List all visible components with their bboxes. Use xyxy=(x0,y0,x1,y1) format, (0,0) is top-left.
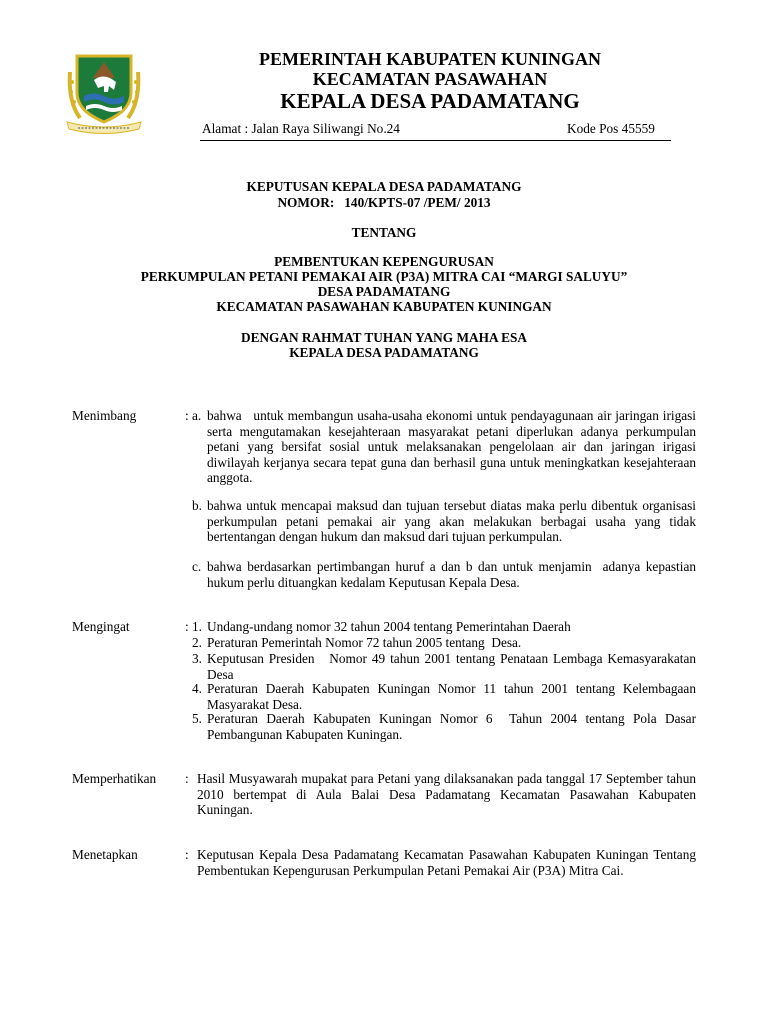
decree-title: KEPUTUSAN KEPALA DESA PADAMATANG xyxy=(246,179,522,194)
section-label: Memperhatikan xyxy=(72,771,157,786)
section-colon: : xyxy=(185,771,189,786)
section-colon: : xyxy=(185,619,189,634)
decree-about: TENTANG xyxy=(351,225,417,240)
item-text: Keputusan Presiden Nomor 49 tahun 2001 tentang Penataan Lembaga Kemasyarakatan Desa xyxy=(207,651,700,682)
item-marker: 2. xyxy=(192,635,202,650)
decree-subject-line: PEMBENTUKAN KEPENGURUSAN xyxy=(274,254,494,269)
section-colon: : xyxy=(185,847,189,862)
item-text: bahwa untuk mencapai maksud dan tujuan tersebut diatas maka perlu dibentuk organisasi perkumpulan petani pemakai air yang akan melakukan berbagai usaha yang tidak bertentangan dengan hukum dan maksud dari tujuan perkumpulan. xyxy=(207,498,696,544)
letterhead-line-2: KECAMATAN PASAWAHAN xyxy=(312,69,548,89)
section-label: Menimbang xyxy=(72,408,137,423)
decree-subject-line: DESA PADAMATANG xyxy=(317,284,451,299)
section-text: Keputusan Kepala Desa Padamatang Kecamatan Pasawahan Kabupaten Kuningan Tentang Pembentukan Kepengurusan Perkumpulan Petani Pemakai Air (P3A) Mitra Cai. xyxy=(197,847,696,878)
section-label: Menetapkan xyxy=(72,847,138,862)
letterhead-rule xyxy=(200,140,671,141)
letterhead-line-1: PEMERINTAH KABUPATEN KUNINGAN xyxy=(258,49,601,69)
item-marker: c. xyxy=(192,559,202,574)
item-text: Peraturan Daerah Kabupaten Kuningan Nomor 11 tahun 2001 tentang Kelembagaan Masyarakat Desa. xyxy=(207,681,696,712)
regency-emblem-icon xyxy=(64,50,144,134)
letterhead-line-3: KEPALA DESA PADAMATANG xyxy=(280,89,580,113)
item-text: bahwa berdasarkan pertimbangan huruf a dan b dan untuk menjamin adanya kepastian hukum perlu dituangkan kedalam Keputusan Kepala Desa. xyxy=(207,559,700,590)
item-text: Peraturan Pemerintah Nomor 72 tahun 2005 tentang Desa. xyxy=(207,635,522,650)
item-text: bahwa untuk membangun usaha-usaha ekonomi untuk pendayagunaan air jaringan irigasi serta mengutamakan kesejahteraan masyarakat petani diperlukan adanya perkumpulan petani yang bersifat sosial untuk melaksanakan pengelolaan air dan jaringan irigasi diwilayah kerjanya secara tepat guna dan berhasil guna untuk meningkatkan kesejahteraan anggota. xyxy=(207,408,700,485)
item-text: Peraturan Daerah Kabupaten Kuningan Nomor 6 Tahun 2004 tentang Pola Dasar Pembangunan Kabupaten Kuningan. xyxy=(207,711,700,742)
decree-number: NOMOR: 140/KPTS-07 /PEM/ 2013 xyxy=(277,195,491,210)
decree-subject-line: PERKUMPULAN PETANI PEMAKAI AIR (P3A) MITRA CAI “MARGI SALUYU” xyxy=(140,269,628,284)
decree-blessing-line: DENGAN RAHMAT TUHAN YANG MAHA ESA xyxy=(240,330,528,345)
decree-blessing-line: KEPALA DESA PADAMATANG xyxy=(289,345,479,360)
letterhead-postal-code: Kode Pos 45559 xyxy=(567,121,655,136)
decree-subject-line: KECAMATAN PASAWAHAN KABUPATEN KUNINGAN xyxy=(216,299,552,314)
item-marker: b. xyxy=(192,498,202,513)
item-marker: 4. xyxy=(192,681,202,696)
section-label: Mengingat xyxy=(72,619,130,634)
item-marker: 5. xyxy=(192,711,202,726)
item-text: Undang-undang nomor 32 tahun 2004 tentang Pemerintahan Daerah xyxy=(207,619,571,634)
item-marker: 3. xyxy=(192,651,202,666)
letterhead-address: Alamat : Jalan Raya Siliwangi No.24 xyxy=(202,121,400,136)
item-marker: 1. xyxy=(192,619,202,634)
section-colon: : xyxy=(185,408,189,423)
item-marker: a. xyxy=(192,408,202,423)
section-text: Hasil Musyawarah mupakat para Petani yang dilaksanakan pada tanggal 17 September tahun 2010 bertempat di Aula Balai Desa Padamatang Kecamatan Pasawahan Kabupaten Kuningan. xyxy=(197,771,696,817)
